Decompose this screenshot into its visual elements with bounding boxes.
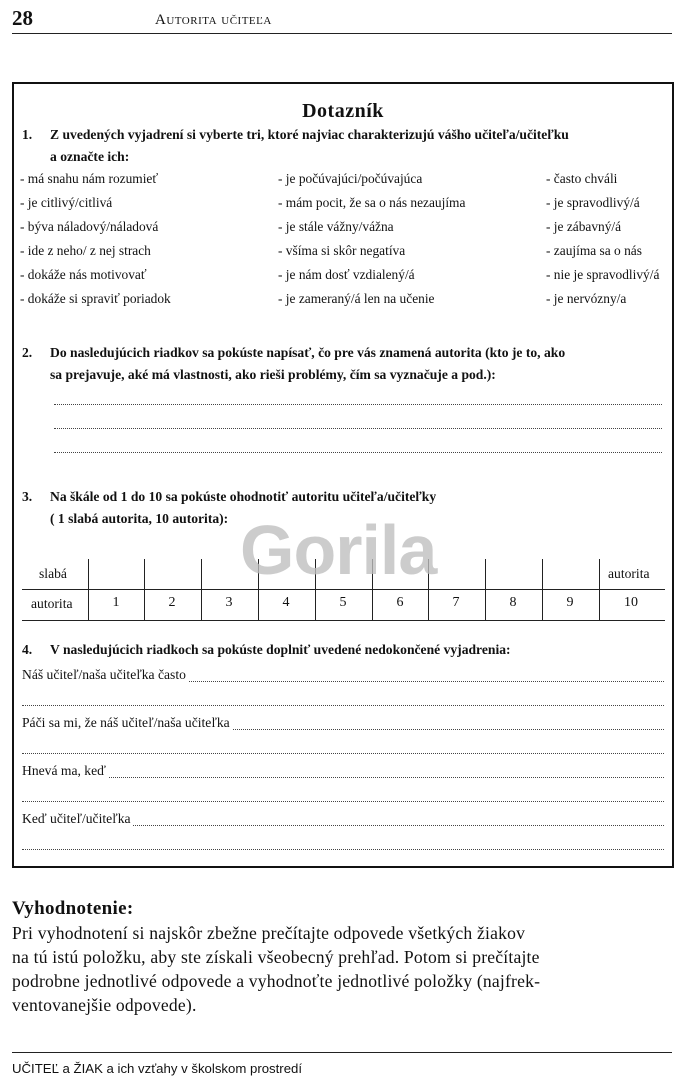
completion-line[interactable] — [22, 736, 664, 758]
completion-line[interactable] — [22, 760, 664, 782]
question-3-number: 3. — [22, 489, 33, 504]
question-3-text-cont: ( 1 slabá autorita, 10 autorita): — [50, 511, 229, 526]
scale-high-label: autorita — [608, 566, 650, 581]
question-3-text: Na škále od 1 do 10 sa pokúste ohodnotiť autoritu učiteľa/učiteľky — [50, 489, 437, 504]
scale-separator — [144, 559, 145, 621]
question-4 — [22, 639, 511, 661]
scale-separator — [485, 559, 486, 621]
option-item: - všíma si skôr negatíva — [278, 243, 406, 258]
option-item: - často chváli — [546, 171, 618, 186]
completion-line[interactable] — [22, 712, 664, 734]
scale-separator — [599, 559, 600, 621]
question-1 — [22, 124, 569, 168]
option-item: - je stále vážny/vážna — [278, 219, 394, 234]
answer-line[interactable] — [54, 403, 662, 405]
option-item: - má snahu nám rozumieť — [20, 171, 159, 186]
evaluation-line: na tú istú položku, aby ste získali všeobecný prehľad. Potom si prečítajte — [12, 947, 540, 967]
option-item: - je nervózny/a — [546, 291, 627, 306]
questionnaire-title: Dotazník — [302, 100, 384, 122]
completion-prompt-1: Náš učiteľ/naša učiteľka často — [22, 667, 186, 682]
option-row — [20, 291, 670, 315]
question-1-number: 1. — [22, 127, 33, 142]
evaluation-line: Pri vyhodnotení si najskôr zbežne prečítajte odpovede všetkých žiakov — [12, 923, 526, 943]
option-item: - je zameraný/á len na učenie — [278, 291, 435, 306]
scale-low-label: slabá — [39, 566, 67, 581]
evaluation-title: Vyhodnotenie: — [12, 898, 134, 919]
scale-cell-7[interactable]: 7 — [452, 595, 460, 610]
question-4-text: V nasledujúcich riadkoch sa pokúste doplniť uvedené nedokončené vyjadrenia: — [50, 642, 511, 657]
option-item: - mám pocit, že sa o nás nezaujíma — [278, 195, 466, 210]
completion-prompt-4: Keď učiteľ/učiteľka — [22, 811, 131, 826]
scale-bottom-rule — [22, 620, 665, 621]
scale-low-label-2: autorita — [31, 596, 73, 611]
option-row — [20, 243, 670, 267]
evaluation-line: podrobne jednotlivé odpovede a vyhodnoťte jednotlivé položky (najfrek- — [12, 971, 541, 991]
watermark-logo: Gorila — [240, 511, 437, 589]
option-item: - zaujíma sa o nás — [546, 243, 642, 258]
option-item: - býva náladový/náladová — [20, 219, 159, 234]
option-row — [20, 195, 670, 219]
option-item: - dokáže nás motivovať — [20, 267, 147, 282]
scale-cell-4[interactable]: 4 — [282, 595, 290, 610]
option-row — [20, 219, 670, 243]
option-row — [20, 267, 670, 291]
answer-line[interactable] — [54, 427, 662, 429]
running-head: Autorita učiteľa — [155, 12, 272, 28]
evaluation-line: ventovanejšie odpovede). — [12, 995, 197, 1015]
question-4-number: 4. — [22, 642, 33, 657]
scale-cell-8[interactable]: 8 — [509, 595, 517, 610]
completion-line[interactable] — [22, 832, 664, 854]
completion-line[interactable] — [22, 688, 664, 710]
scale-cell-6[interactable]: 6 — [396, 595, 404, 610]
option-item: - je spravodlivý/á — [546, 195, 640, 210]
completion-line[interactable] — [22, 808, 664, 830]
option-item: - je zábavný/á — [546, 219, 622, 234]
question-1-text-cont: a označte ich: — [50, 149, 130, 164]
scale-cell-10[interactable]: 10 — [624, 595, 638, 610]
option-item: - je nám dosť vzdialený/á — [278, 267, 415, 282]
footer-text: UČITEĽ a ŽIAK a ich vzťahy v školskom prostredí — [12, 1061, 303, 1076]
footer-rule — [12, 1052, 672, 1053]
completion-prompt-3: Hnevá ma, keď — [22, 763, 106, 778]
option-item: - ide z neho/ z nej strach — [20, 243, 151, 258]
scale-separator — [542, 559, 543, 621]
scale-separator — [201, 559, 202, 621]
question-2-text-cont: sa prejavuje, aké má vlastnosti, ako rieši problémy, čím sa vyznačuje a pod.): — [50, 367, 496, 382]
questionnaire-box — [12, 82, 674, 868]
answer-line[interactable] — [54, 451, 662, 453]
question-1-text: Z uvedených vyjadrení si vyberte tri, ktoré najviac charakterizujú vášho učiteľa/učiteľku — [50, 127, 569, 142]
scale-cell-1[interactable]: 1 — [112, 595, 120, 610]
option-item: - nie je spravodlivý/á — [546, 267, 660, 282]
scale-cell-2[interactable]: 2 — [168, 595, 176, 610]
completion-line[interactable] — [22, 784, 664, 806]
completion-prompt-2: Páči sa mi, že náš učiteľ/naša učiteľka — [22, 715, 230, 730]
question-2-text: Do nasledujúcich riadkov sa pokúste napísať, čo pre vás znamená autorita (kto je to, ako — [50, 345, 566, 360]
option-item: - je počúvajúci/počúvajúca — [278, 171, 423, 186]
scale-cell-3[interactable]: 3 — [225, 595, 233, 610]
question-2 — [22, 342, 565, 386]
page-number: 28 — [12, 6, 33, 30]
option-row — [20, 171, 670, 195]
evaluation-text — [12, 921, 674, 1017]
scale-separator — [88, 559, 89, 621]
option-item: - je citlivý/citlivá — [20, 195, 113, 210]
question-2-number: 2. — [22, 345, 33, 360]
completion-line[interactable] — [22, 664, 664, 686]
option-item: - dokáže si spraviť poriadok — [20, 291, 171, 306]
scale-cell-5[interactable]: 5 — [339, 595, 347, 610]
scale-cell-9[interactable]: 9 — [566, 595, 574, 610]
page-header — [12, 6, 672, 34]
